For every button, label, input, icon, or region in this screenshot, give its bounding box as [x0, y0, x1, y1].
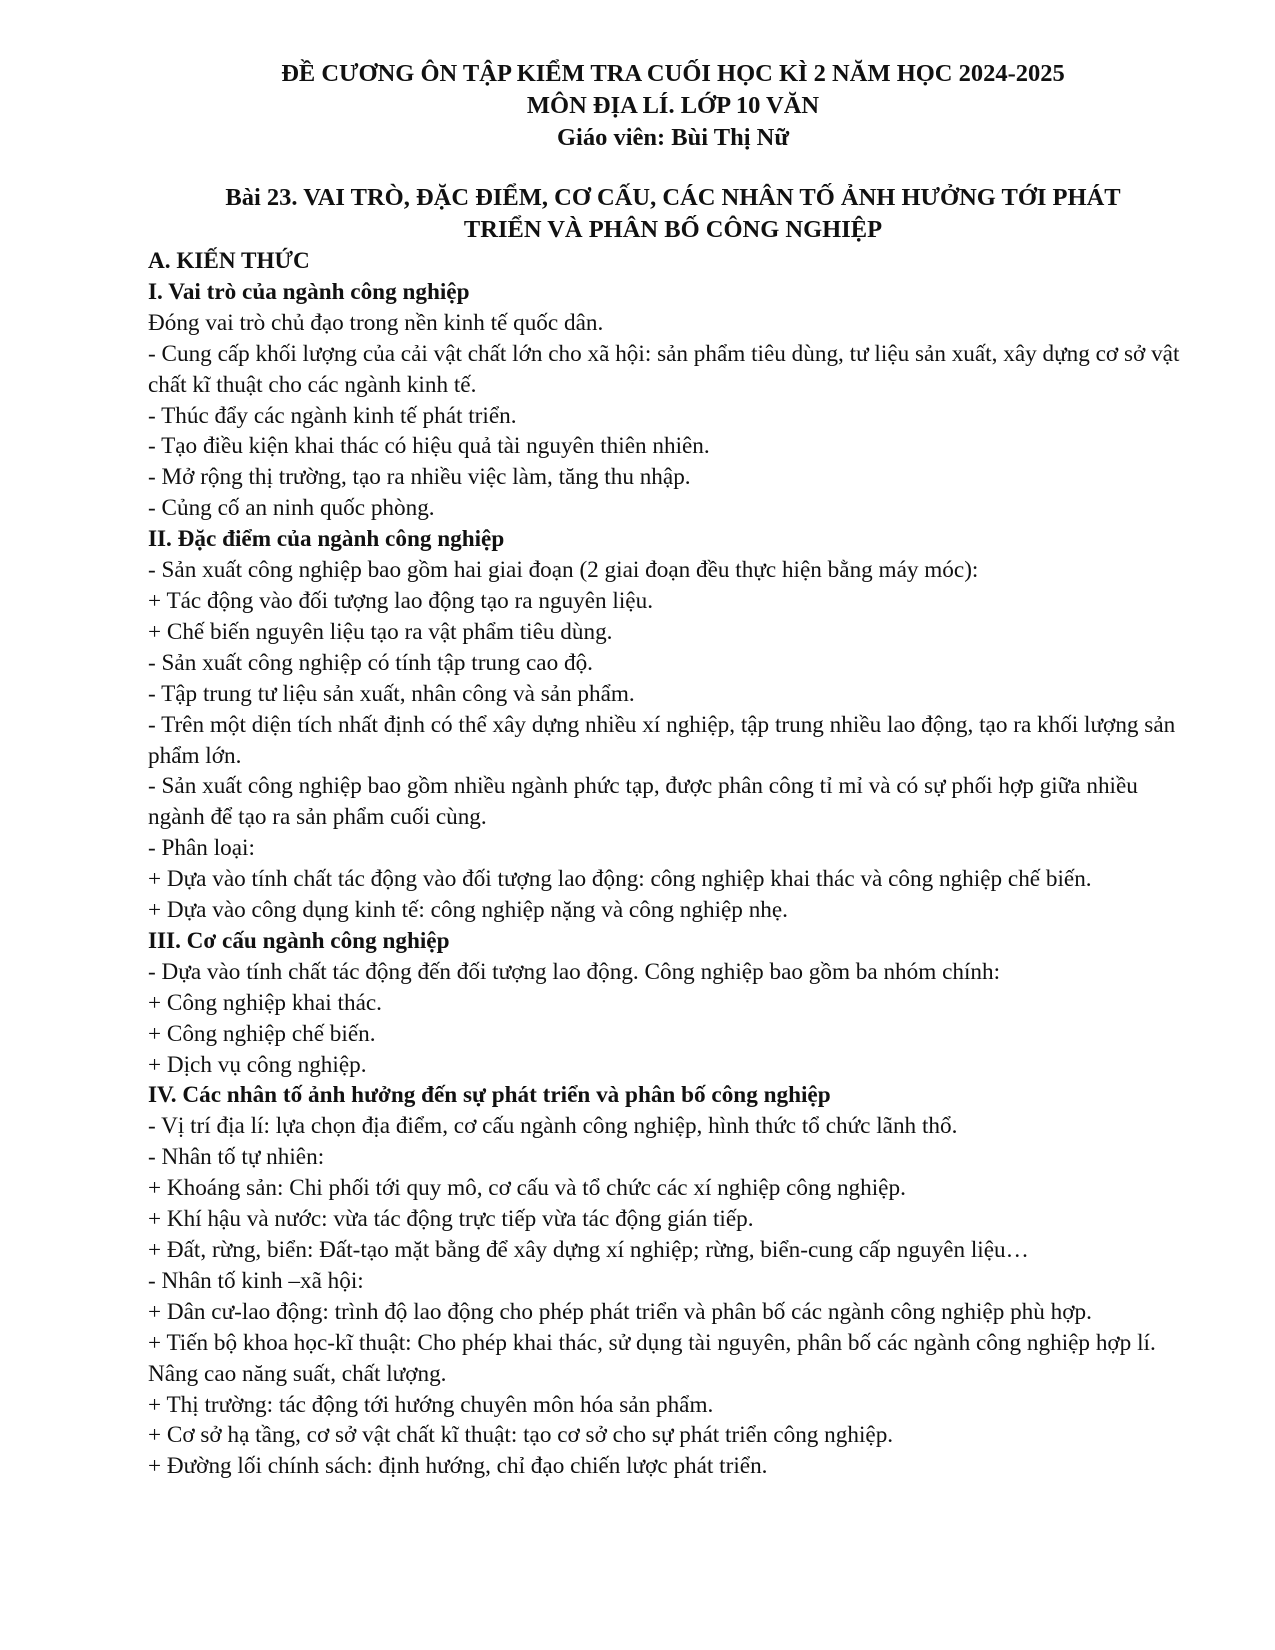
section-heading: IV. Các nhân tố ảnh hưởng đến sự phát triển và phân bố công nghiệp: [148, 1082, 831, 1109]
header-title: ĐỀ CƯƠNG ÔN TẬP KIỂM TRA CUỐI HỌC KÌ 2 NĂM HỌC 2024-2025: [281, 60, 1065, 87]
paragraph: - Thúc đẩy các ngành kinh tế phát triển.: [148, 402, 517, 429]
header-subject: MÔN ĐỊA LÍ. LỚP 10 VĂN: [526, 92, 820, 119]
paragraph: + Đường lối chính sách: định hướng, chỉ đạo chiến lược phát triển.: [148, 1453, 768, 1480]
paragraph: - Củng cố an ninh quốc phòng.: [148, 495, 435, 522]
paragraph: - Sản xuất công nghiệp bao gồm hai giai đoạn (2 giai đoạn đều thực hiện bằng máy móc):: [148, 557, 979, 584]
paragraph: - Phân loại:: [148, 835, 255, 862]
section-factors: [148, 1080, 1198, 1482]
header-teacher: Giáo viên: Bùi Thị Nữ: [556, 124, 790, 151]
document-page: [148, 58, 1198, 1482]
paragraph: + Tiến bộ khoa học-kĩ thuật: Cho phép khai thác, sử dụng tài nguyên, phân bố các ngành công nghiệp hợp lí. Nâng cao năng suất, chất lượng.: [148, 1329, 1156, 1387]
paragraph: + Cơ sở hạ tầng, cơ sở vật chất kĩ thuật: tạo cơ sở cho sự phát triển công nghiệp.: [148, 1422, 894, 1449]
lesson-title: Bài 23. VAI TRÒ, ĐẶC ĐIỂM, CƠ CẤU, CÁC NHÂN TỐ ẢNH HƯỞNG TỚI PHÁT TRIỂN VÀ PHÂN BỐ CÔNG NGHIỆP: [225, 184, 1121, 243]
section-heading: I. Vai trò của ngành công nghiệp: [148, 278, 470, 305]
paragraph: - Mở rộng thị trường, tạo ra nhiều việc làm, tăng thu nhập.: [148, 464, 691, 491]
document-body: [148, 246, 1198, 1482]
document-header: [148, 58, 1198, 154]
paragraph: - Cung cấp khối lượng của cải vật chất lớn cho xã hội: sản phẩm tiêu dùng, tư liệu sản xuất, xây dựng cơ sở vật chất kĩ thuật cho các ngành kinh tế.: [148, 340, 1180, 398]
paragraph: + Thị trường: tác động tới hướng chuyên môn hóa sản phẩm.: [148, 1391, 714, 1418]
paragraph: - Dựa vào tính chất tác động đến đối tượng lao động. Công nghiệp bao gồm ba nhóm chính:: [148, 958, 1001, 985]
section-heading: II. Đặc điểm của ngành công nghiệp: [148, 526, 505, 553]
paragraph: + Khí hậu và nước: vừa tác động trực tiếp vừa tác động gián tiếp.: [148, 1206, 754, 1233]
paragraph: - Tạo điều kiện khai thác có hiệu quả tài nguyên thiên nhiên.: [148, 433, 710, 460]
section-a-heading: A. KIẾN THỨC: [148, 248, 310, 274]
section-roles: [148, 277, 1198, 524]
paragraph: Đóng vai trò chủ đạo trong nền kinh tế quốc dân.: [148, 309, 604, 336]
section-structure: [148, 926, 1198, 1081]
section-heading: III. Cơ cấu ngành công nghiệp: [148, 927, 450, 954]
paragraph: + Dân cư-lao động: trình độ lao động cho phép phát triển và phân bố các ngành công nghiệp phù hợp.: [148, 1298, 1092, 1325]
paragraph: + Chế biến nguyên liệu tạo ra vật phẩm tiêu dùng.: [148, 618, 613, 645]
paragraph: + Dựa vào tính chất tác động vào đối tượng lao động: công nghiệp khai thác và công nghiệp chế biến.: [148, 866, 1092, 893]
paragraph: - Tập trung tư liệu sản xuất, nhân công và sản phẩm.: [148, 680, 635, 707]
paragraph: + Tác động vào đối tượng lao động tạo ra nguyên liệu.: [148, 587, 653, 614]
paragraph: + Khoáng sản: Chi phối tới quy mô, cơ cấu và tổ chức các xí nghiệp công nghiệp.: [148, 1175, 906, 1202]
paragraph: - Nhân tố kinh –xã hội:: [148, 1267, 364, 1294]
paragraph: + Đất, rừng, biển: Đất-tạo mặt bằng để xây dựng xí nghiệp; rừng, biển-cung cấp nguyên liệu…: [148, 1237, 1029, 1263]
paragraph: + Công nghiệp khai thác.: [148, 989, 382, 1016]
paragraph: - Vị trí địa lí: lựa chọn địa điểm, cơ cấu ngành công nghiệp, hình thức tổ chức lãnh thổ.: [148, 1113, 958, 1140]
paragraph: - Trên một diện tích nhất định có thể xây dựng nhiều xí nghiệp, tập trung nhiều lao động, tạo ra khối lượng sản phẩm lớn.: [148, 711, 1176, 769]
section-characteristics: [148, 524, 1198, 926]
paragraph: - Nhân tố tự nhiên:: [148, 1144, 325, 1171]
paragraph: + Dựa vào công dụng kinh tế: công nghiệp nặng và công nghiệp nhẹ.: [148, 897, 788, 924]
paragraph: + Công nghiệp chế biến.: [148, 1020, 376, 1047]
paragraph: - Sản xuất công nghiệp có tính tập trung cao độ.: [148, 649, 593, 676]
paragraph: - Sản xuất công nghiệp bao gồm nhiều ngành phức tạp, được phân công tỉ mỉ và có sự phối hợp giữa nhiều ngành để tạo ra sản phẩm cuối cùng.: [148, 773, 1138, 831]
paragraph: + Dịch vụ công nghiệp.: [148, 1051, 367, 1078]
